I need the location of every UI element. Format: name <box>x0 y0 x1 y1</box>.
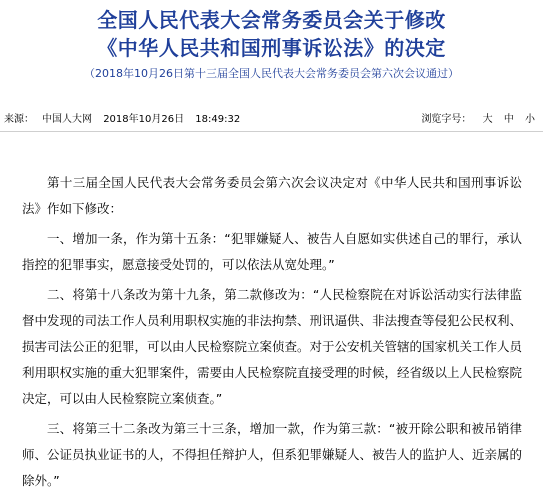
article-paragraph-3: 三、将第三十二条改为第三十三条，增加一款，作为第三款：“被开除公职和被吊销律师、公证员执业证书的人，不得担任辩护人，但系犯罪嫌疑人、被告人的监护人、近亲属的除外。” <box>22 421 523 488</box>
font-size-selector <box>421 108 535 132</box>
publish-date: 2018年10月26日 <box>103 114 185 125</box>
source-name: 中国人大网 <box>42 114 92 125</box>
font-size-medium-button[interactable]: 中 <box>503 114 514 125</box>
article-body <box>22 170 522 498</box>
article-meta-bar <box>0 108 543 132</box>
article-paragraph-2: 二、将第十八条改为第十九条，第二款修改为：“人民检察院在对诉讼活动实行法律监督中发现的司法工作人员利用职权实施的非法拘禁、刑讯逼供、非法搜查等侵犯公民权利、损害司法公正的犯罪，可以由人民检察院立案侦查。对于公安机关管辖的国家机关工作人员利用职权实施的重大犯罪案件，需要由人民检察院直接受理的时候，经省级以上人民检察院决定，可以由人民检察院立案侦查。” <box>22 287 523 406</box>
article-subtitle: （2018年10月26日第十三届全国人民代表大会常务委员会第六次会议通过） <box>84 67 459 80</box>
font-size-label: 浏览字号： <box>421 114 472 125</box>
article-header <box>0 0 543 82</box>
article-source-info <box>4 108 248 132</box>
article-title-line-1: 全国人民代表大会常务委员会关于修改 <box>97 8 446 32</box>
source-label: 来源： <box>4 114 34 125</box>
article-title-line-2: 《中华人民共和国刑事诉讼法》的决定 <box>97 36 446 60</box>
font-size-large-button[interactable]: 大 <box>482 114 493 125</box>
font-size-small-button[interactable]: 小 <box>525 114 535 125</box>
article-paragraph-intro: 第十三届全国人民代表大会常务委员会第六次会议决定对《中华人民共和国刑事诉讼法》作如下修改： <box>22 175 522 216</box>
publish-time: 18:49:32 <box>195 114 241 125</box>
article-paragraph-1: 一、增加一条，作为第十五条：“犯罪嫌疑人、被告人自愿如实供述自己的罪行，承认指控的犯罪事实，愿意接受处罚的，可以依法从宽处理。” <box>22 231 522 272</box>
